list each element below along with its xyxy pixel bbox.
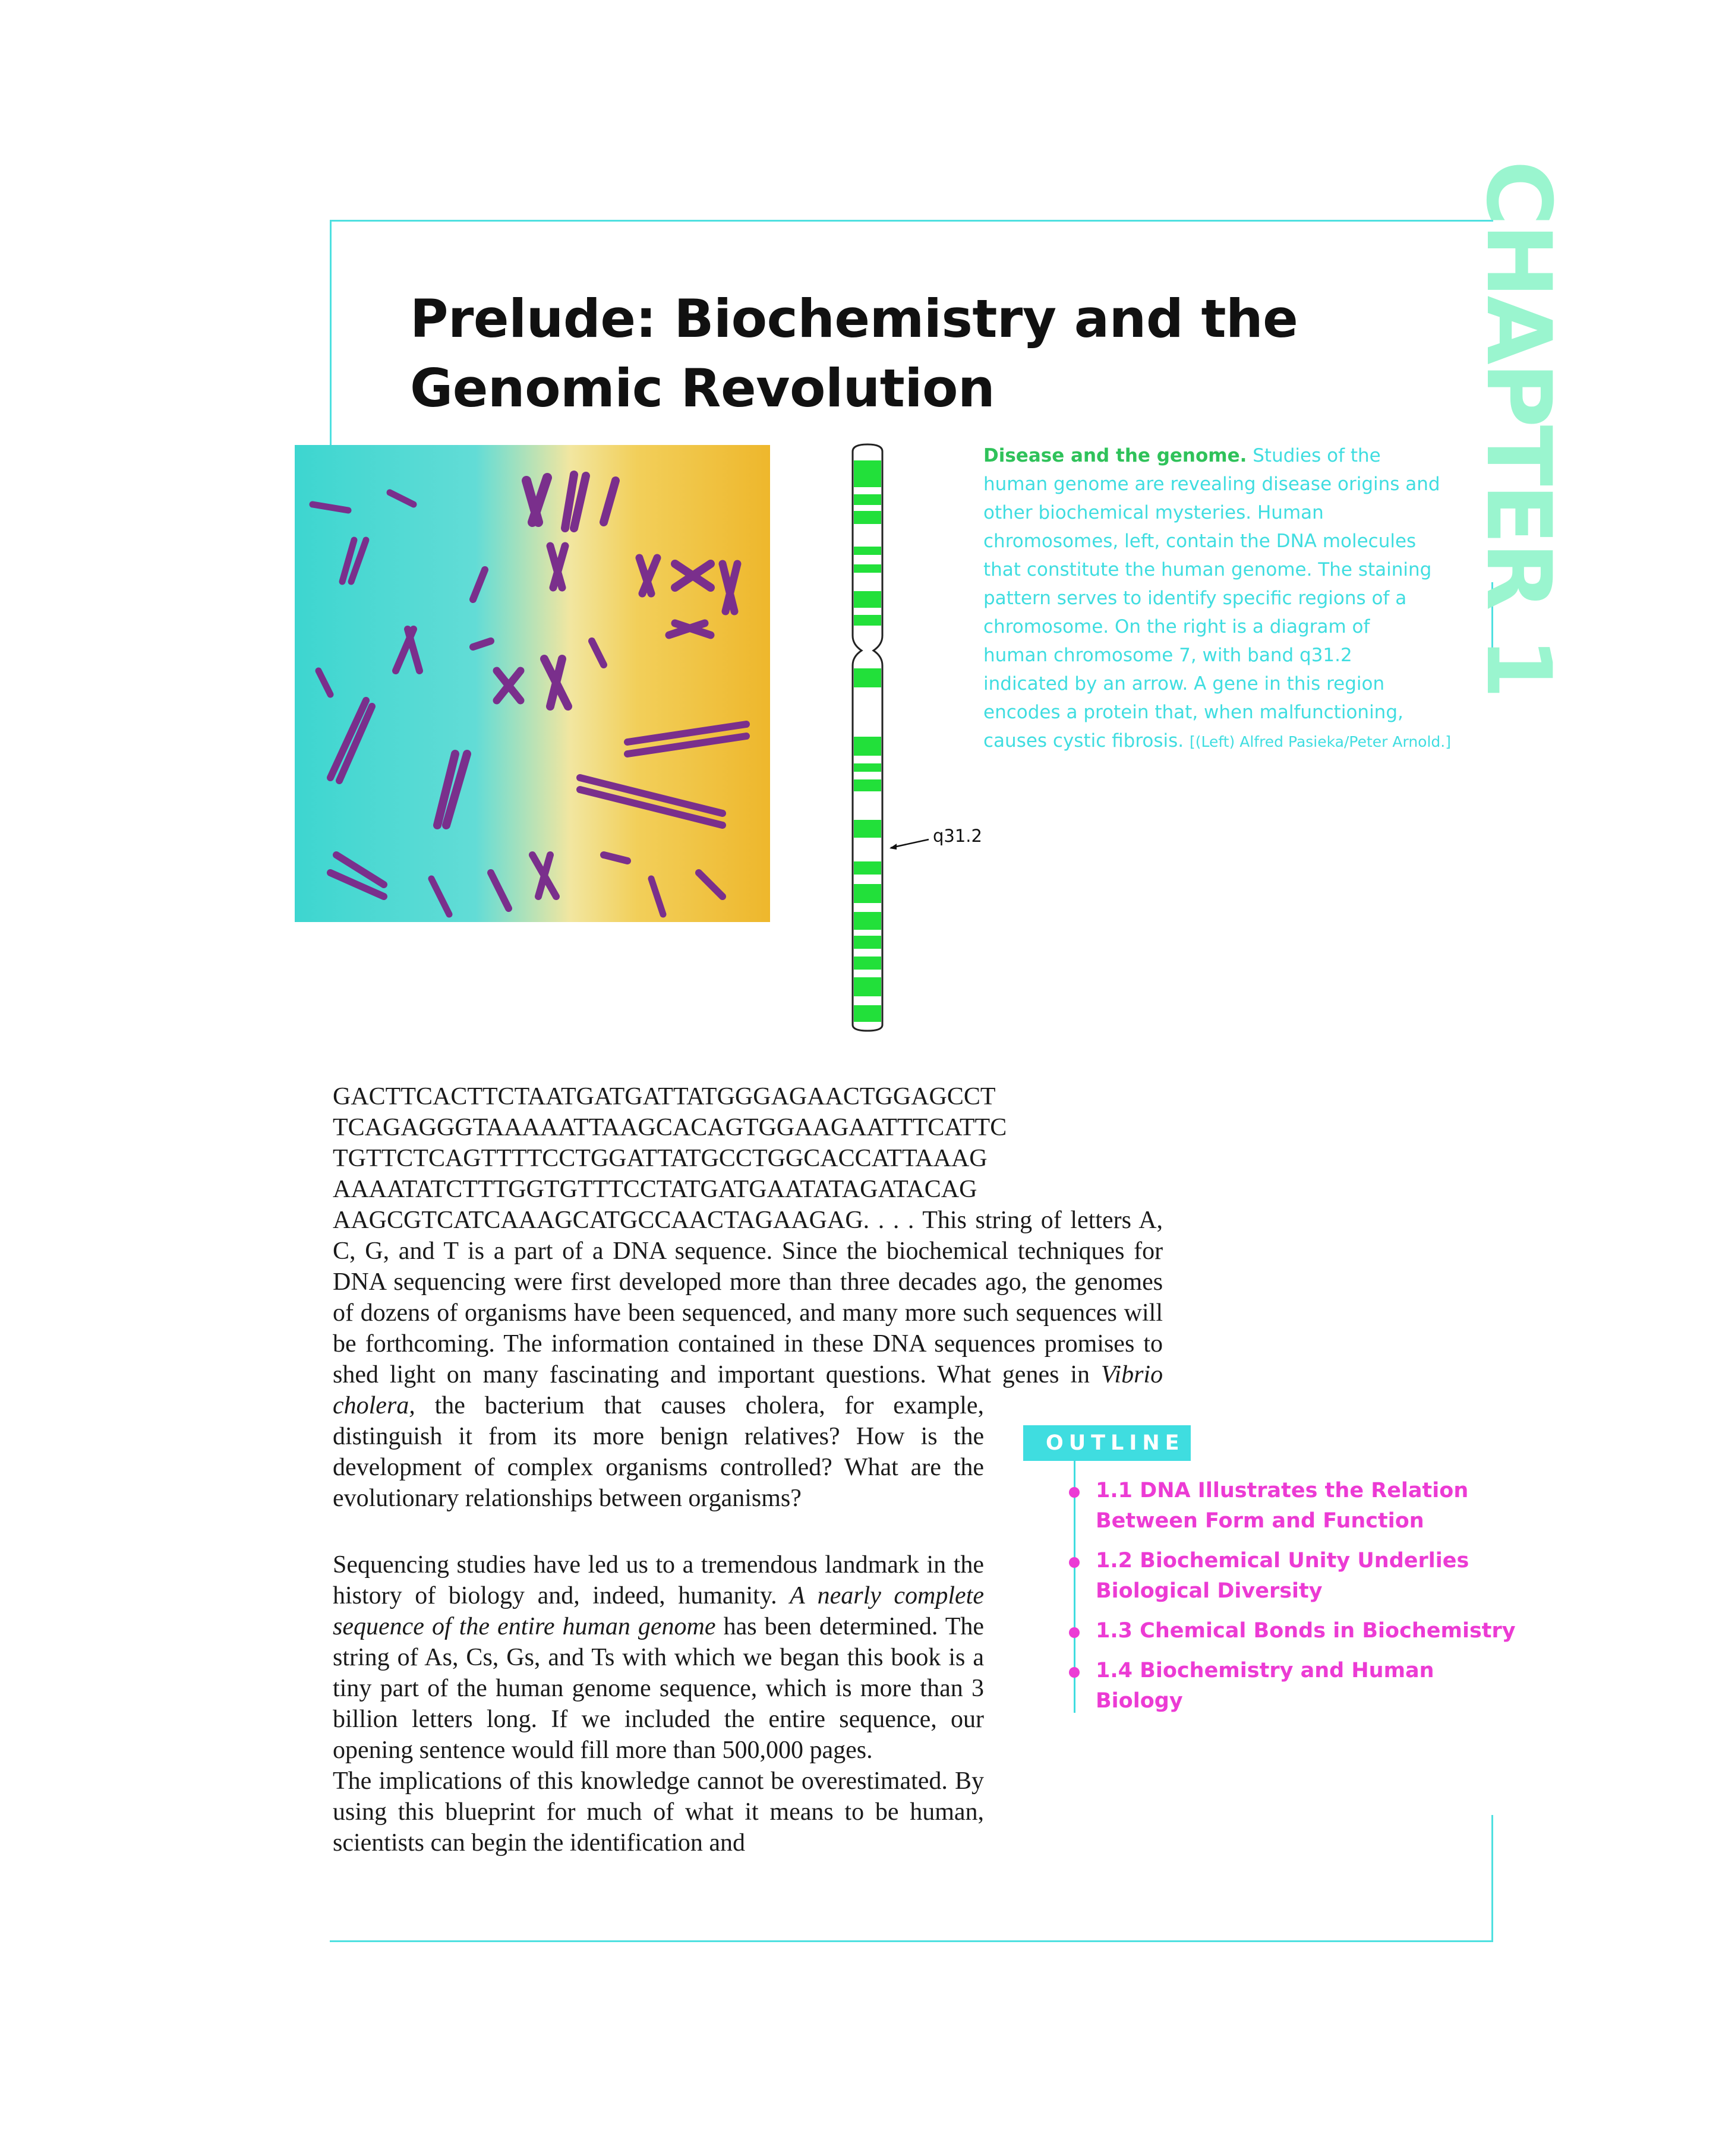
caption-line: causes cystic fibrosis. [983,730,1184,752]
band-arrow [888,835,930,853]
caption-credit: [(Left) Alfred Pasieka/Peter Arnold.] [1189,733,1451,750]
frame-left-line [330,220,332,446]
frame-bottom-line [330,1940,1493,1942]
p2-text: Sequencing studies have led us to a tremendous landmark in the history of biology and, indeed, humanity. [333,1551,984,1609]
caption-line: pattern serves to identify specific regions of a [983,588,1407,609]
band-label: q31.2 [933,826,982,846]
chapter-tab [1466,160,1570,697]
p2-italic: A nearly complete sequence of the entire human genome [333,1582,984,1640]
outline-item-label: 1.4 Biochemistry and Human Biology [1096,1659,1434,1713]
bullet-icon [1069,1667,1080,1678]
outline-label: OUTLINE [1023,1425,1191,1461]
caption-line: human chromosome 7, with band q31.2 [983,645,1352,666]
bullet-icon [1069,1487,1080,1498]
outline-item[interactable] [1066,1476,1518,1536]
caption-line: human genome are revealing disease origins and [983,474,1440,495]
p3-text: The implications of this knowledge cannot be overestimated. By using this blueprint for much of what it means to be human, scientists can begin the identification and [333,1767,984,1857]
dna-sequence-line: TGTTCTCAGTTTTCCTGGATTATGCCTGGCACCATTAAAG [333,1145,988,1172]
chromosome-7-diagram [838,440,897,1034]
outline-item[interactable] [1066,1656,1518,1716]
chapter-tab-label: CHAPTER 1 [1466,160,1570,697]
chromosome-micrograph [295,445,770,922]
bullet-icon [1069,1627,1080,1638]
caption-title: Disease and the genome. [983,445,1247,466]
page-title [410,284,1301,423]
body-text-lower [333,1549,984,1858]
frame-top-line [330,220,1493,222]
paragraph-2 [333,1549,984,1766]
outline-item[interactable] [1066,1546,1518,1606]
bullet-icon [1069,1557,1080,1568]
outline-item-label: 1.2 Biochemical Unity Underlies Biological Diversity [1096,1549,1469,1603]
caption-line: that constitute the human genome. The staining [983,559,1432,580]
figure-caption [983,441,1453,756]
outline-item[interactable] [1066,1616,1518,1646]
p2-text-rest: has been determined. The string of As, Cs, Gs, and Ts with which we began this book is a tiny part of the human genome sequence, which is more than 3 billion letters long. If we included the entire sequence, our opening sentence would fill more than 500,000 pages. [333,1613,984,1764]
caption-line: Studies of the [1253,445,1381,466]
caption-line: chromosomes, left, contain the DNA molecules [983,531,1417,552]
caption-line: encodes a protein that, when malfunctioning, [983,702,1403,723]
title-line-1: Prelude: Biochemistry and the [410,288,1298,349]
dna-sequence-line: TCAGAGGGTAAAAATTAAGCACAGTGGAAGAATTTCATTC [333,1114,1007,1141]
caption-line: indicated by an arrow. A gene in this region [983,673,1385,695]
caption-line: chromosome. On the right is a diagram of [983,616,1370,637]
intro-paragraph-narrow: cholera, the bacterium that causes cholera, for example, distinguish it from its more benign relatives? How is the development of complex organisms controlled? What are the evolutionary relationships between organisms? [333,1392,985,1512]
paragraph-3 [333,1766,984,1858]
title-line-2: Genomic Revolution [410,358,995,419]
dna-sequence-line: AAAATATCTTTGGTGTTTCCTATGATGAATATAGATACAG [333,1176,977,1203]
intro-paragraph-wide: AAGCGTCATCAAAGCATGCCAACTAGAAGAG. . . . This string of letters A, C, G, and T is a part of a DNA sequence. Since the biochemical techniques for DNA sequencing were first developed more than three decades ago, the genomes of dozens of organisms have been sequenced, and many more such sequences will be forthcoming. The information contained in these DNA sequences promises to shed light on many fascinating and important questions. What genes in Vibrio [333,1207,1163,1388]
frame-right-lower-line [1491,1815,1493,1942]
dna-sequence-line: GACTTCACTTCTAATGATGATTATGGGAGAACTGGAGCCT [333,1083,996,1110]
outline-item-label: 1.3 Chemical Bonds in Biochemistry [1096,1619,1516,1643]
outline-list [1066,1476,1518,1726]
caption-line: other biochemical mysteries. Human [983,502,1324,523]
outline-item-label: 1.1 DNA Illustrates the Relation Between Form and Function [1096,1479,1469,1533]
